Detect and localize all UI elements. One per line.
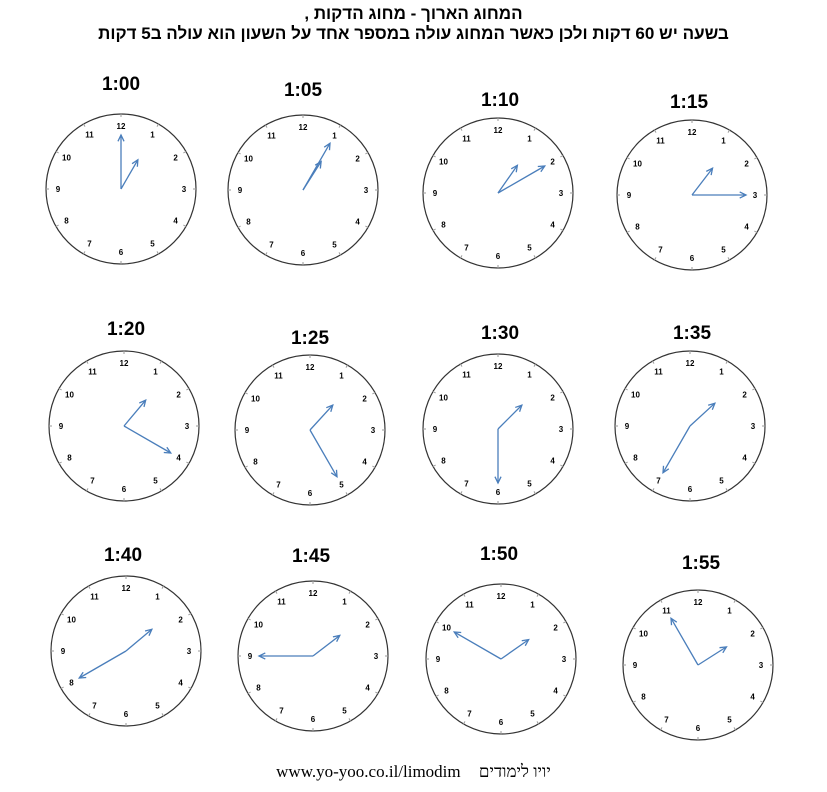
footer <box>0 762 827 782</box>
clock-face-1 <box>40 108 202 270</box>
clock-face-9 <box>45 570 207 732</box>
clock-number: 8 <box>253 457 258 467</box>
clock-number: 11 <box>85 130 94 140</box>
clock-number: 4 <box>742 453 747 463</box>
clock-number: 1 <box>530 600 535 610</box>
clock-number: 3 <box>752 191 758 200</box>
clock-number: 4 <box>355 217 360 227</box>
clock-number: 4 <box>365 683 370 693</box>
page-subtitle: בשעה יש 60 דקות ולכן כאשר המחוג עולה במספר אחד על השעון הוא עולה ב5 דקות <box>98 24 729 43</box>
clock-number: 12 <box>693 598 703 607</box>
clock-number: 7 <box>664 715 669 725</box>
clock-number: 4 <box>750 692 755 702</box>
clock-number: 2 <box>742 390 747 400</box>
clock-number: 7 <box>87 239 92 249</box>
clock-number: 9 <box>58 422 64 431</box>
clock-number: 2 <box>176 390 181 400</box>
clock-number: 7 <box>658 245 663 255</box>
clock-number: 9 <box>626 191 632 200</box>
clock-number: 3 <box>561 655 567 664</box>
clock-number: 8 <box>256 683 261 693</box>
clock-number: 4 <box>176 453 181 463</box>
clock-time-label: 1:25 <box>290 328 330 349</box>
clock-number: 6 <box>310 715 316 724</box>
clock-face-8 <box>609 345 771 507</box>
clock-number: 9 <box>432 425 438 434</box>
page-title: המחוג הארוך - מחוג הדקות , <box>304 4 523 23</box>
clock-number: 9 <box>632 661 638 670</box>
clock-number: 1 <box>721 136 726 146</box>
clock-number: 6 <box>695 724 701 733</box>
clock-number: 5 <box>155 701 160 711</box>
clock-number: 3 <box>363 186 369 195</box>
clock-number: 6 <box>495 488 501 497</box>
clock-number: 2 <box>744 159 749 169</box>
clock-number: 2 <box>362 394 367 404</box>
clock-number: 12 <box>298 123 308 132</box>
clock-number: 12 <box>493 362 503 371</box>
clock-number: 7 <box>467 709 472 719</box>
clock-number: 5 <box>332 240 337 250</box>
clock-number: 7 <box>279 706 284 716</box>
clock-number: 10 <box>632 159 642 169</box>
clock-number: 12 <box>116 122 126 131</box>
clock-number: 7 <box>656 476 661 486</box>
clock-number: 7 <box>90 476 95 486</box>
clock-number: 10 <box>66 615 76 625</box>
clock-time-label: 1:35 <box>672 323 712 344</box>
clock-number: 3 <box>181 185 187 194</box>
clock-time-label: 1:50 <box>479 544 519 565</box>
clock-number: 2 <box>550 393 555 403</box>
clock-number: 11 <box>277 597 286 607</box>
clock-number: 12 <box>496 592 506 601</box>
clock-time-label: 1:45 <box>291 546 331 567</box>
clock-time-label: 1:10 <box>480 90 520 111</box>
clock-number: 9 <box>624 422 630 431</box>
clock-number: 2 <box>365 620 370 630</box>
clock-number: 2 <box>178 615 183 625</box>
clock-number: 10 <box>438 157 448 167</box>
clock-number: 3 <box>186 647 192 656</box>
clock-number: 2 <box>553 623 558 633</box>
clock-number: 3 <box>758 661 764 670</box>
clock-number: 9 <box>244 426 250 435</box>
clock-number: 11 <box>88 367 97 377</box>
clock-number: 5 <box>721 245 726 255</box>
clock-number: 11 <box>654 367 663 377</box>
clock-number: 5 <box>342 706 347 716</box>
clock-time-label: 1:30 <box>480 323 520 344</box>
clock-number: 11 <box>267 131 276 141</box>
clock-number: 5 <box>150 239 155 249</box>
clock-number: 12 <box>308 589 318 598</box>
clock-number: 6 <box>689 254 695 263</box>
clock-time-label: 1:05 <box>283 80 323 101</box>
clock-number: 12 <box>119 359 129 368</box>
clock-time-label: 1:20 <box>106 319 146 340</box>
clock-number: 7 <box>92 701 97 711</box>
clock-number: 5 <box>530 709 535 719</box>
clock-number: 3 <box>558 425 564 434</box>
clock-number: 6 <box>121 485 127 494</box>
clock-number: 1 <box>342 597 347 607</box>
clock-number: 10 <box>250 394 260 404</box>
clock-number: 5 <box>727 715 732 725</box>
clock-number: 1 <box>527 370 532 380</box>
clock-number: 2 <box>750 629 755 639</box>
clock-number: 11 <box>462 134 471 144</box>
clock-face-6 <box>229 349 391 511</box>
clock-number: 4 <box>173 216 178 226</box>
clock-number: 12 <box>121 584 131 593</box>
clock-number: 10 <box>441 623 451 633</box>
clock-number: 11 <box>90 592 99 602</box>
footer-website[interactable]: www.yo-yoo.co.il/limodim <box>276 762 461 781</box>
clock-number: 6 <box>123 710 129 719</box>
clock-number: 11 <box>465 600 474 610</box>
clock-time-label: 1:55 <box>681 553 721 574</box>
clock-number: 9 <box>247 652 253 661</box>
clock-face-5 <box>43 345 205 507</box>
clock-face-7 <box>417 348 579 510</box>
clock-number: 11 <box>274 371 283 381</box>
clock-number: 10 <box>638 629 648 639</box>
clock-number: 4 <box>178 678 183 688</box>
clock-number: 10 <box>630 390 640 400</box>
clock-number: 2 <box>355 154 360 164</box>
clock-face-12 <box>617 584 779 746</box>
clock-time-label: 1:40 <box>103 545 143 566</box>
clock-number: 8 <box>441 220 446 230</box>
clock-number: 1 <box>150 130 155 140</box>
clock-number: 1 <box>155 592 160 602</box>
clock-number: 8 <box>69 678 74 688</box>
clock-number: 1 <box>339 371 344 381</box>
clock-face-10 <box>232 575 394 737</box>
clock-number: 9 <box>432 189 438 198</box>
clock-number: 8 <box>64 216 69 226</box>
footer-brand: יויו לימודים <box>478 762 551 781</box>
clock-number: 1 <box>153 367 158 377</box>
clock-number: 8 <box>633 453 638 463</box>
clock-number: 1 <box>727 606 732 616</box>
clock-number: 5 <box>339 480 344 490</box>
clock-number: 8 <box>67 453 72 463</box>
clock-number: 8 <box>641 692 646 702</box>
clock-number: 5 <box>527 243 532 253</box>
clock-face-11 <box>420 578 582 740</box>
clock-number: 6 <box>118 248 124 257</box>
clock-number: 3 <box>558 189 564 198</box>
clock-number: 6 <box>300 249 306 258</box>
clock-number: 5 <box>719 476 724 486</box>
clock-number: 6 <box>495 252 501 261</box>
clock-number: 4 <box>744 222 749 232</box>
clock-number: 5 <box>527 479 532 489</box>
clock-number: 1 <box>332 131 337 141</box>
clock-number: 3 <box>370 426 376 435</box>
clock-time-label: 1:00 <box>101 74 141 95</box>
clock-number: 3 <box>750 422 756 431</box>
clock-number: 9 <box>237 186 243 195</box>
clock-number: 6 <box>307 489 313 498</box>
clock-number: 11 <box>662 606 671 616</box>
clock-number: 12 <box>687 128 697 137</box>
clock-number: 8 <box>441 456 446 466</box>
clock-number: 8 <box>635 222 640 232</box>
clock-number: 10 <box>243 154 253 164</box>
clock-number: 9 <box>55 185 61 194</box>
clock-number: 4 <box>362 457 367 467</box>
clock-number: 7 <box>276 480 281 490</box>
clock-face-3 <box>417 112 579 274</box>
clock-number: 1 <box>527 134 532 144</box>
clock-number: 11 <box>656 136 665 146</box>
clock-number: 12 <box>493 126 503 135</box>
clock-number: 10 <box>438 393 448 403</box>
clock-number: 4 <box>550 220 555 230</box>
clock-number: 10 <box>64 390 74 400</box>
clock-number: 6 <box>498 718 504 727</box>
clock-number: 1 <box>719 367 724 377</box>
clock-number: 4 <box>553 686 558 696</box>
clock-number: 5 <box>153 476 158 486</box>
clock-number: 9 <box>435 655 441 664</box>
clock-face-2 <box>222 109 384 271</box>
clock-number: 12 <box>685 359 695 368</box>
clock-number: 11 <box>462 370 471 380</box>
clock-number: 2 <box>550 157 555 167</box>
clock-number: 7 <box>269 240 274 250</box>
clock-number: 4 <box>550 456 555 466</box>
clock-number: 2 <box>173 153 178 163</box>
clock-number: 3 <box>184 422 190 431</box>
clock-number: 9 <box>60 647 66 656</box>
clock-face-4 <box>611 114 773 276</box>
clock-number: 8 <box>246 217 251 227</box>
clock-number: 6 <box>687 485 693 494</box>
clock-number: 7 <box>464 243 469 253</box>
clock-time-label: 1:15 <box>669 92 709 113</box>
clock-number: 7 <box>464 479 469 489</box>
clock-number: 12 <box>305 363 315 372</box>
clock-number: 3 <box>373 652 379 661</box>
clock-number: 10 <box>61 153 71 163</box>
clock-number: 8 <box>444 686 449 696</box>
clock-number: 10 <box>253 620 263 630</box>
